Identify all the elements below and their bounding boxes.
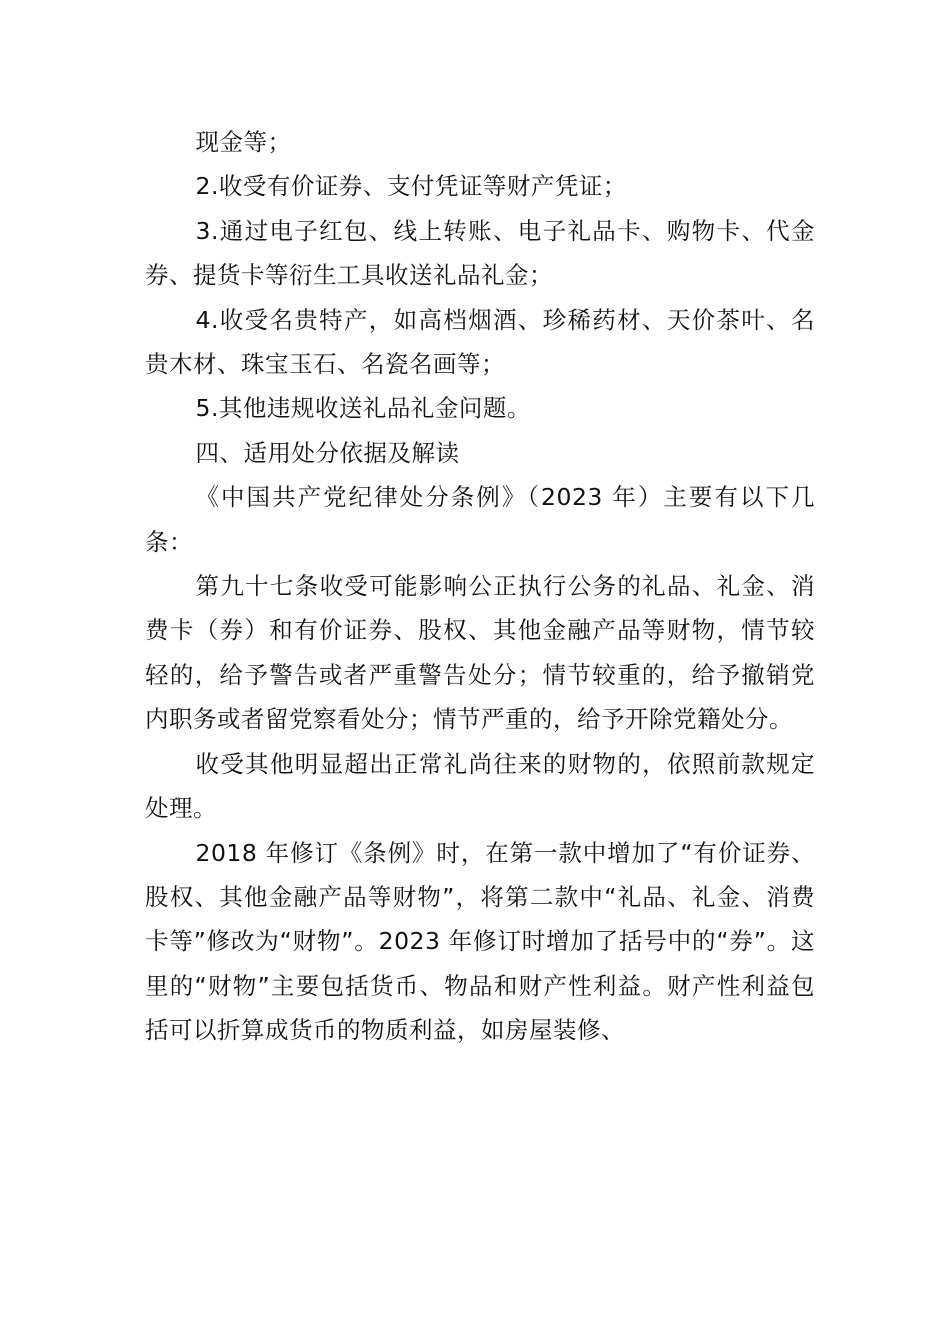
document-page — [145, 120, 815, 1053]
paragraph-item-5: 5.其他违规收送礼品礼金问题。 — [195, 394, 531, 423]
paragraph-item-4: 4.收受名贵特产，如高档烟酒、珍稀药材、天价茶叶、名贵木材、珠宝玉石、名瓷名画等； — [145, 305, 815, 379]
paragraph-article-97: 第九十七条收受可能影响公正执行公务的礼品、礼金、消费卡（券）和有价证券、股权、其他金融产品等财物，情节较轻的，给予警告或者严重警告处分；情节较重的，给予撤销党内职务或者留党察看处分；情节严重的，给予开除党籍处分。 — [145, 572, 815, 734]
paragraph-article-97-clause-2: 收受其他明显超出正常礼尚往来的财物的，依照前款规定处理。 — [145, 749, 815, 823]
paragraph-item-2: 2.收受有价证券、支付凭证等财产凭证； — [195, 172, 627, 201]
paragraph-revision-notes: 2018 年修订《条例》时，在第一款中增加了“有价证券、股权、其他金融产品等财物”，将第二款中“礼品、礼金、消费卡等”修改为“财物”。2023 年修订时增加了括号中的“券”。这里的“财物”主要包括货币、物品和财产性利益。财产性利益包括可以折算成货币的物质利益，如房屋装修、 — [145, 838, 815, 1045]
paragraph-regulation-intro: 《中国共产党纪律处分条例》（2023 年）主要有以下几条： — [145, 483, 815, 556]
paragraph-item-3: 3.通过电子红包、线上转账、电子礼品卡、购物卡、代金券、提货卡等衍生工具收送礼品礼金； — [145, 216, 815, 290]
paragraph-cash-continued: 现金等； — [195, 128, 292, 156]
section-heading-4: 四、适用处分依据及解读 — [195, 438, 460, 467]
